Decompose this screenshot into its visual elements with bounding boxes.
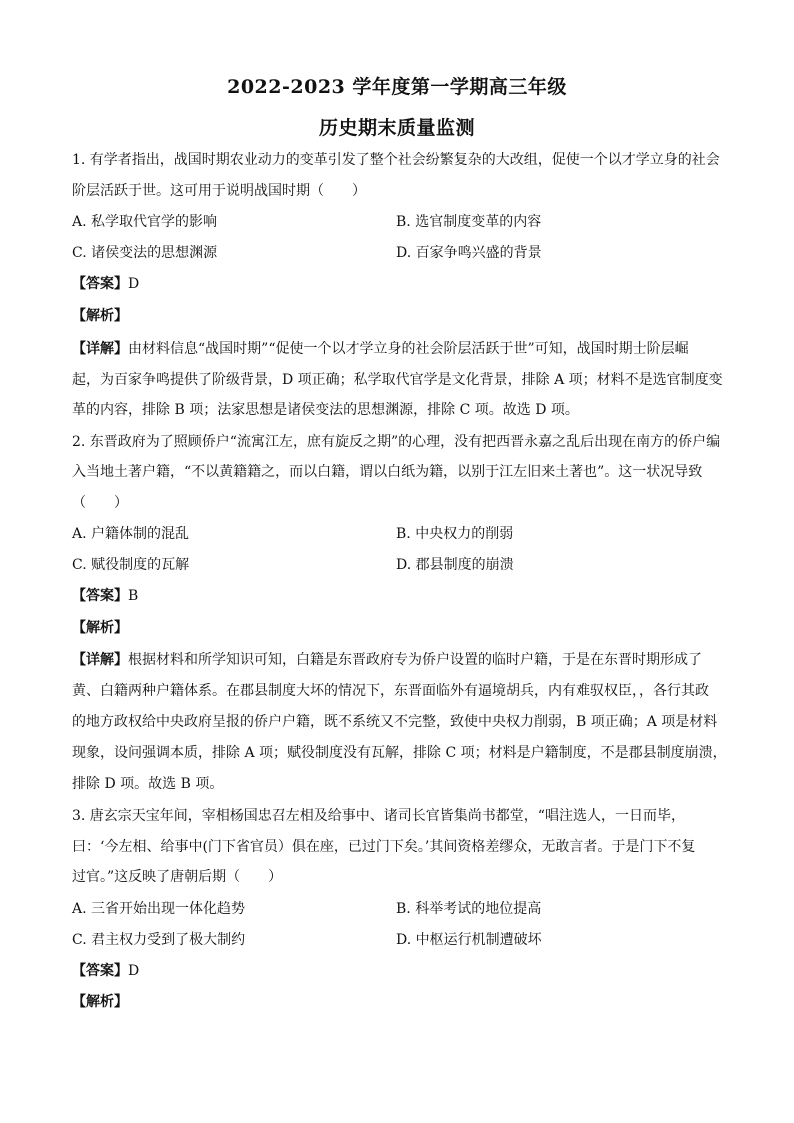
q2-stem-line: （ ） [72, 495, 128, 511]
answer-value: D [128, 276, 140, 292]
document-title: 2022-2023 学年度第一学期高三年级 [227, 76, 567, 98]
q2-option-d: D. 郡县制度的崩溃 [396, 557, 514, 573]
q2-option-a: A. 户籍体制的混乱 [72, 526, 190, 542]
q1-answer [72, 274, 139, 294]
detail-text: 根据材料和所学知识可知，白籍是东晋政府专为侨户设置的临时户籍，于是在东晋时期形成了 [128, 652, 702, 668]
q3-option-d: D. 中枢运行机制遭破坏 [396, 932, 542, 948]
q2-detail-line: 现象，设问强调本质，排除 A 项；赋役制度没有瓦解，排除 C 项；材料是户籍制度，不是郡县制度崩溃， [72, 745, 727, 761]
q1-option-a: A. 私学取代官学的影响 [72, 214, 218, 230]
q1-option-d: D. 百家争鸣兴盛的背景 [396, 245, 542, 261]
q3-option-b: B. 科举考试的地位提高 [396, 901, 542, 917]
q2-detail-line: 的地方政权给中央政府呈报的侨户户籍，既不系统又不完整，致使中央权力削弱，B 项正确；A 项是材料 [72, 714, 718, 730]
document-subtitle: 历史期末质量监测 [318, 117, 475, 139]
detail-text: 由材料信息“战国时期”“促使一个以才学立身的社会阶层活跃于世”可知，战国时期士阶层崛 [128, 341, 689, 357]
detail-tag: 【详解】 [72, 652, 128, 668]
q3-option-c: C. 君主权力受到了极大制约 [72, 932, 246, 948]
q2-analysis-tag: 【解析】 [72, 620, 128, 636]
detail-tag: 【详解】 [72, 341, 128, 357]
answer-value: B [128, 588, 139, 604]
q1-option-c: C. 诸侯变法的思想渊源 [72, 245, 218, 261]
q3-analysis-tag: 【解析】 [72, 994, 128, 1010]
q3-option-a: A. 三省开始出现一体化趋势 [72, 901, 246, 917]
q1-option-b: B. 选官制度变革的内容 [396, 214, 542, 230]
q3-answer [72, 961, 139, 981]
answer-tag: 【答案】 [72, 588, 128, 604]
answer-tag: 【答案】 [72, 276, 128, 292]
q2-option-b: B. 中央权力的削弱 [396, 526, 514, 542]
q2-detail-line [72, 650, 732, 670]
q1-analysis-tag: 【解析】 [72, 308, 128, 324]
q1-stem-line: 阶层活跃于世。这可用于说明战国时期（ ） [72, 183, 366, 199]
q3-stem-line: 过官。”这反映了唐朝后期（ ） [72, 869, 283, 885]
q3-stem-line: 3. 唐玄宗天宝年间，宰相杨国忠召左相及给事中、诸司长官皆集尚书都堂，“唱注选人，一日而毕， [72, 808, 685, 824]
q2-answer [72, 586, 138, 606]
q1-detail-line: 革的内容，排除 B 项；法家思想是诸侯变法的思想渊源，排除 C 项。故选 D 项。 [72, 402, 579, 418]
answer-tag: 【答案】 [72, 963, 128, 979]
q2-option-c: C. 赋役制度的瓦解 [72, 557, 190, 573]
q2-stem-line: 入当地土著户籍，“不以黄籍籍之，而以白籍，谓以白纸为籍，以别于江左旧来土著也”。这一状况导致 [72, 464, 703, 480]
q1-stem-line: 1. 有学者指出，战国时期农业动力的变革引发了整个社会纷繁复杂的大改组，促使一个以才学立身的社会 [72, 152, 720, 168]
q2-stem-line: 2. 东晋政府为了照顾侨户“流寓江左，庶有旋反之期”的心理，没有把西晋永嘉之乱后出现在南方的侨户编 [72, 434, 721, 450]
q2-detail-line: 排除 D 项。故选 B 项。 [72, 776, 224, 792]
q3-stem-line: 曰：‘今左相、给事中(门下省官员）俱在座，已过门下矣。’其间资格差缪众，无敢言者。于是门下不复 [72, 839, 696, 855]
answer-value: D [128, 963, 140, 979]
q1-detail-line: 起，为百家争鸣提供了阶级背景，D 项正确；私学取代官学是文化背景，排除 A 项；材料不是选官制度变 [72, 372, 723, 388]
q2-detail-line: 黄、白籍两种户籍体系。在郡县制度大坏的情况下，东晋面临外有逼境胡兵，内有难驭权臣，，各行其政 [72, 683, 709, 699]
q1-detail-line [72, 339, 732, 359]
